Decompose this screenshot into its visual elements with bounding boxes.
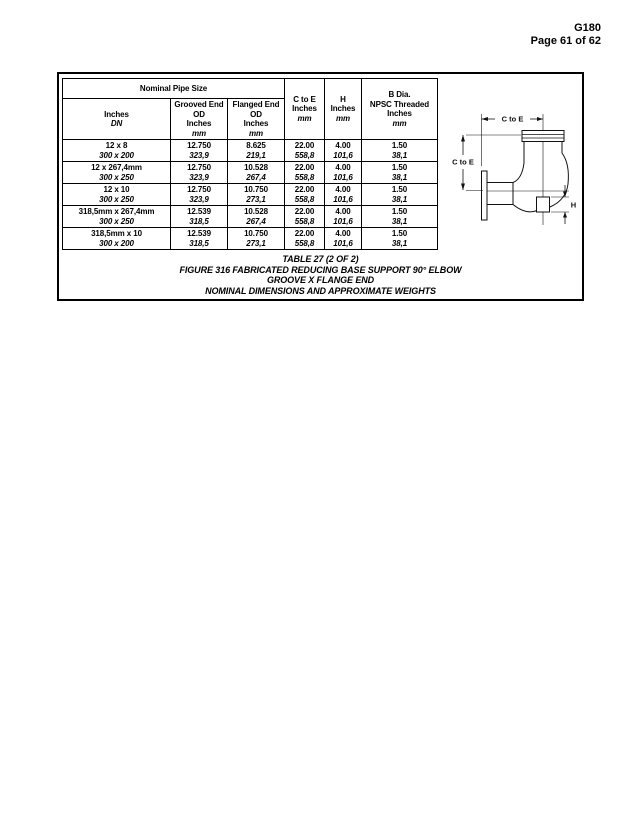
dim-label-h: H	[570, 200, 577, 210]
inches-value: 12 x 267,4mm	[91, 163, 142, 172]
mm-value: 267,4	[246, 216, 266, 226]
caption-dimensions-note: NOMINAL DIMENSIONS AND APPROXIMATE WEIGHTS	[205, 285, 436, 296]
cell-flanged-od	[228, 140, 285, 162]
inches-value: 1.50	[391, 229, 408, 238]
caption-end-type: GROOVE X FLANGE END	[266, 275, 375, 285]
header-line: B Dia.	[388, 90, 411, 99]
cell-flanged-od	[228, 184, 285, 206]
mm-value: 38,1	[391, 150, 408, 160]
mm-value: 558,8	[294, 172, 315, 182]
mm-value: 38,1	[391, 238, 408, 248]
cell-c-to-e	[285, 228, 325, 250]
header-line: OD	[250, 109, 262, 119]
cell-flanged-od	[228, 162, 285, 184]
table-row	[63, 206, 438, 228]
doc-code: G180	[574, 22, 601, 34]
header-line: mm	[248, 128, 264, 138]
cell-c-to-e	[285, 140, 325, 162]
mm-value: 38,1	[391, 194, 408, 204]
header-line: C to E	[293, 94, 316, 104]
dimensions-table	[62, 78, 438, 250]
col-header-inches-dn	[63, 99, 171, 140]
cell-c-to-e	[285, 162, 325, 184]
cell-size	[63, 228, 171, 250]
mm-value: 300 x 200	[99, 238, 134, 248]
header-line: Inches	[186, 119, 212, 128]
inches-value: 22.00	[294, 163, 315, 172]
mm-value: 273,1	[246, 238, 266, 248]
cell-size	[63, 162, 171, 184]
mm-value: 318,5	[189, 238, 209, 248]
inches-value: 1.50	[391, 207, 408, 216]
header-line: mm	[297, 113, 312, 123]
mm-value: 38,1	[391, 172, 408, 182]
col-header-grooved-end	[171, 99, 228, 140]
inches-value: 1.50	[391, 185, 408, 194]
mm-value: 219,1	[246, 150, 266, 160]
mm-value: 101,6	[333, 216, 353, 226]
dim-label-c-to-e-left: C to E	[452, 157, 474, 167]
mm-value: 300 x 250	[99, 172, 134, 182]
caption-figure-title: FIGURE 316 FABRICATED REDUCING BASE SUPPORT 90° ELBOW	[179, 264, 462, 275]
cell-size	[63, 184, 171, 206]
header-line: Inches	[243, 119, 269, 128]
elbow-drawing	[482, 131, 569, 221]
inches-value: 12.750	[187, 163, 211, 172]
mm-value: 101,6	[333, 172, 353, 182]
col-header-b-dia	[362, 79, 438, 140]
inches-value: 10.528	[244, 163, 268, 172]
cell-b-dia	[362, 206, 438, 228]
inches-value: 10.750	[244, 185, 268, 194]
cell-b-dia	[362, 184, 438, 206]
figure-caption	[59, 254, 582, 296]
mm-value: 300 x 200	[99, 150, 134, 160]
header-line: H	[340, 94, 346, 104]
inches-value: 8.625	[246, 141, 266, 150]
inches-value: 12 x 10	[103, 185, 130, 194]
cell-flanged-od	[228, 206, 285, 228]
header-line: DN	[110, 119, 123, 128]
header-line: mm	[335, 113, 351, 123]
inches-value: 1.50	[391, 163, 408, 172]
cell-size	[63, 140, 171, 162]
inches-value: 22.00	[294, 229, 315, 238]
col-header-flanged-end	[228, 99, 285, 140]
inches-value: 10.528	[244, 207, 268, 216]
mm-value: 558,8	[294, 150, 315, 160]
header-line: Inches	[104, 109, 129, 119]
inches-value: 22.00	[294, 185, 315, 194]
mm-value: 558,8	[294, 216, 315, 226]
dim-label-c-to-e-top: C to E	[501, 114, 524, 124]
cell-h	[325, 228, 362, 250]
elbow-diagram	[450, 102, 582, 237]
inches-value: 22.00	[294, 207, 315, 216]
mm-value: 323,9	[189, 150, 209, 160]
inches-value: 1.50	[391, 141, 408, 150]
cell-h	[325, 140, 362, 162]
inches-value: 12 x 8	[105, 141, 128, 150]
threaded-boss	[537, 197, 550, 212]
cell-b-dia	[362, 228, 438, 250]
page-header	[531, 22, 601, 48]
header-line: OD	[193, 109, 205, 119]
table-header-row-1	[63, 79, 438, 99]
inches-value: 318,5mm x 10	[91, 229, 142, 238]
inches-value: 12.750	[187, 141, 211, 150]
header-line: Grooved End	[174, 100, 224, 109]
figure-box	[57, 72, 584, 301]
col-header-c-to-e	[285, 79, 325, 140]
header-line: NPSC Threaded	[369, 99, 430, 109]
cell-grooved-od	[171, 228, 228, 250]
inches-value: 4.00	[335, 163, 351, 172]
header-line: Inches	[387, 109, 412, 118]
caption-table-number: TABLE 27 (2 OF 2)	[282, 254, 359, 264]
header-line: mm	[392, 118, 407, 128]
cell-h	[325, 206, 362, 228]
group-header-nominal-pipe-size: Nominal Pipe Size	[63, 79, 285, 99]
mm-value: 558,8	[294, 238, 315, 248]
cell-b-dia	[362, 140, 438, 162]
mm-value: 323,9	[189, 194, 209, 204]
flange-end	[482, 171, 488, 220]
cell-grooved-od	[171, 162, 228, 184]
header-line: mm	[191, 128, 207, 138]
cell-grooved-od	[171, 140, 228, 162]
mm-value: 318,5	[189, 216, 209, 226]
table-row	[63, 140, 438, 162]
inches-value: 12.539	[187, 229, 211, 238]
inches-value: 4.00	[335, 207, 351, 216]
inches-value: 22.00	[294, 141, 315, 150]
cell-c-to-e	[285, 184, 325, 206]
cell-c-to-e	[285, 206, 325, 228]
grooved-end	[522, 131, 564, 142]
mm-value: 101,6	[333, 194, 353, 204]
inches-value: 12.539	[187, 207, 211, 216]
inches-value: 4.00	[335, 229, 351, 238]
mm-value: 273,1	[246, 194, 266, 204]
table-row	[63, 228, 438, 250]
inches-value: 4.00	[335, 141, 351, 150]
mm-value: 558,8	[294, 194, 315, 204]
header-line: Inches	[330, 104, 356, 114]
table-row	[63, 162, 438, 184]
cell-size	[63, 206, 171, 228]
header-line: Inches	[292, 104, 317, 114]
cell-grooved-od	[171, 184, 228, 206]
cell-flanged-od	[228, 228, 285, 250]
mm-value: 267,4	[246, 172, 266, 182]
inches-value: 12.750	[187, 185, 211, 194]
mm-value: 300 x 250	[99, 194, 134, 204]
inches-value: 4.00	[335, 185, 351, 194]
page-number: Page 61 of 62	[530, 35, 601, 47]
inches-value: 318,5mm x 267,4mm	[78, 207, 155, 216]
mm-value: 323,9	[189, 172, 209, 182]
col-header-h	[325, 79, 362, 140]
inches-value: 10.750	[244, 229, 268, 238]
cell-h	[325, 184, 362, 206]
mm-value: 101,6	[333, 150, 353, 160]
mm-value: 101,6	[333, 238, 353, 248]
mm-value: 38,1	[391, 216, 408, 226]
cell-b-dia	[362, 162, 438, 184]
table-row	[63, 184, 438, 206]
mm-value: 300 x 250	[99, 216, 134, 226]
header-line: Flanged End	[232, 100, 280, 109]
cell-h	[325, 162, 362, 184]
cell-grooved-od	[171, 206, 228, 228]
